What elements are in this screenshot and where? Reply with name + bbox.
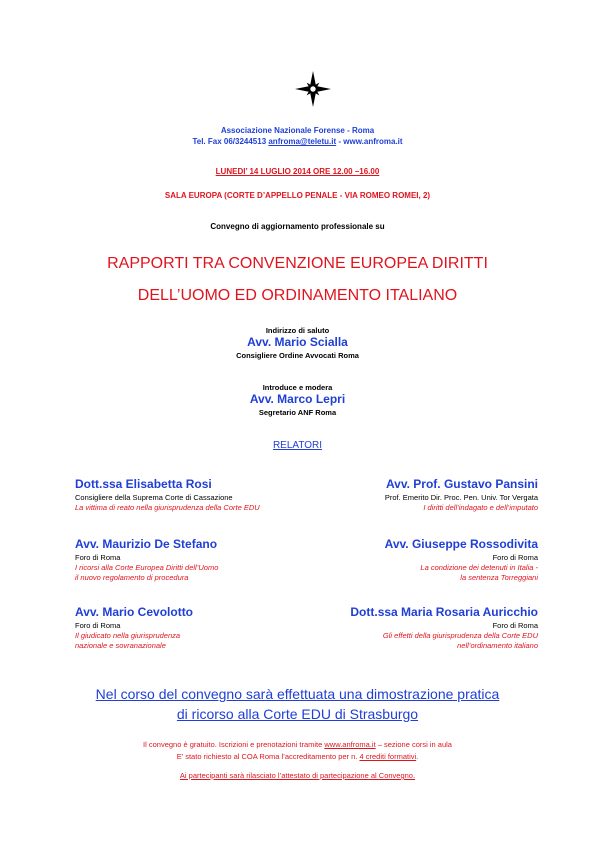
speaker-topic-line2: la sentenza Torreggiani <box>460 573 538 582</box>
speaker-topic-line2: nell’ordinamento italiano <box>457 641 538 650</box>
footer-line1-suffix: – sezione corsi in aula <box>375 740 452 749</box>
speaker-role: Foro di Roma <box>75 621 121 630</box>
speaker-topic: Gli effetti della giurisprudenza della Corte EDU <box>382 631 538 640</box>
contacts-prefix: Tel. Fax 06/3244513 <box>192 137 269 146</box>
speaker-role: Consigliere della Suprema Corte di Cassazione <box>75 493 233 502</box>
footer-line1 <box>0 740 595 749</box>
greeting-label: Indirizzo di saluto <box>265 326 330 335</box>
footer-credits: 4 crediti formativi <box>359 752 417 761</box>
greeting-role: Consigliere Ordine Avvocati Roma <box>236 351 359 360</box>
footer-line2-prefix: E’ stato richiesto al COA Roma l’accreditamento per n. <box>176 752 360 761</box>
footer-line1-prefix: Il convegno è gratuito. Iscrizioni e prenotazioni tramite <box>143 740 325 749</box>
footer-website-link[interactable]: www.anfroma.it <box>324 740 376 749</box>
footer-line3: Ai partecipanti sarà rilasciato l’attestato di partecipazione al Convegno. <box>179 771 416 780</box>
speaker-topic: I ricorsi alla Corte Europea Diritti dell’Uomo <box>75 563 219 572</box>
event-intro: Convegno di aggiornamento professionale su <box>210 222 385 231</box>
speaker-topic: La condizione dei detenuti in Italia - <box>420 563 538 572</box>
website-link[interactable]: www.anfroma.it <box>343 137 403 146</box>
venue: SALA EUROPA (CORTE D’APPELLO PENALE - VIA ROMEO ROMEI, 2) <box>164 191 431 200</box>
speaker-topic: La vittima di reato nella giurisprudenza della Corte EDU <box>75 503 260 512</box>
date-time-text: LUNEDI’ 14 LUGLIO 2014 ORE 12.00 –16.00 <box>215 167 380 176</box>
speaker-name: Avv. Giuseppe Rossodivita <box>384 537 538 551</box>
footer-line2 <box>0 752 595 761</box>
contacts-line <box>0 137 595 146</box>
speaker-name: Avv. Prof. Gustavo Pansini <box>385 477 538 491</box>
email-link[interactable]: anfroma@teletu.it <box>268 137 337 146</box>
demo-line2: di ricorso alla Corte EDU di Strasburgo <box>176 706 419 722</box>
speaker-name: Dott.ssa Elisabetta Rosi <box>75 477 212 491</box>
speaker-topic: Il giudicato nella giurisprudenza <box>75 631 181 640</box>
speaker-role: Foro di Roma <box>492 621 538 630</box>
footer-line2-suffix: . <box>416 752 419 761</box>
date-time <box>0 167 595 176</box>
org-name: Associazione Nazionale Forense - Roma <box>220 126 375 135</box>
moderator-name: Avv. Marco Lepri <box>249 392 346 406</box>
speaker-role: Foro di Roma <box>492 553 538 562</box>
speaker-role: Foro di Roma <box>75 553 121 562</box>
speaker-rossodivita <box>278 537 538 583</box>
speaker-auricchio <box>278 605 538 651</box>
compass-star-logo <box>295 71 331 107</box>
speaker-name: Avv. Maurizio De Stefano <box>75 537 218 551</box>
speakers-heading: RELATORI <box>272 440 323 451</box>
speaker-name: Dott.ssa Maria Rosaria Auricchio <box>350 605 538 619</box>
speaker-topic-line2: il nuovo regolamento di procedura <box>75 573 189 582</box>
demo-line1: Nel corso del convegno sarà effettuata una dimostrazione pratica <box>95 686 500 702</box>
contacts-sep: - <box>336 137 344 146</box>
event-title-line1: RAPPORTI TRA CONVENZIONE EUROPEA DIRITTI <box>107 255 488 272</box>
event-title-line2: DELL’UOMO ED ORDINAMENTO ITALIANO <box>137 287 458 304</box>
moderator-label: Introduce e modera <box>262 383 333 392</box>
speaker-topic: I diritti dell’indagato e dell’imputato <box>423 503 538 512</box>
speaker-role: Prof. Emerito Dir. Proc. Pen. Univ. Tor Vergata <box>384 493 538 502</box>
speaker-name: Avv. Mario Cevolotto <box>75 605 194 619</box>
greeting-name: Avv. Mario Scialla <box>247 335 348 349</box>
moderator-role: Segretario ANF Roma <box>258 408 337 417</box>
speaker-topic-line2: nazionale e sovranazionale <box>75 641 166 650</box>
speaker-pansini <box>278 477 538 513</box>
